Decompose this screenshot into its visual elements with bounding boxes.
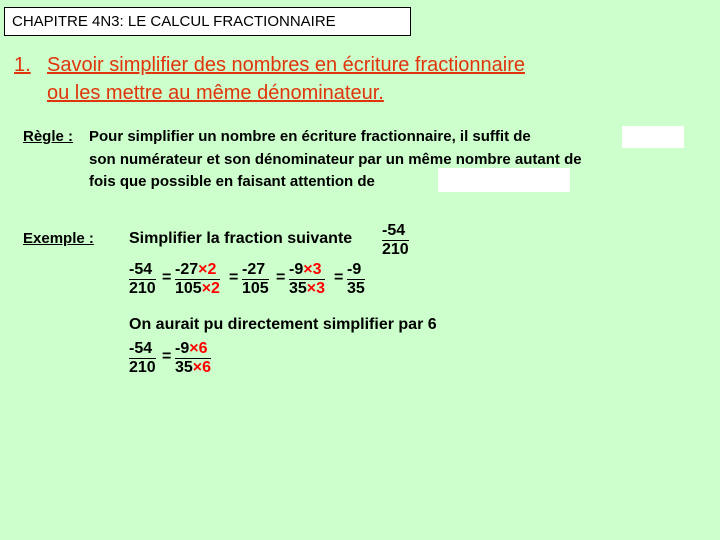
- chapter-title: CHAPITRE 4N3: LE CALCUL FRACTIONNAIRE: [4, 7, 411, 36]
- step5-numerator: -9: [347, 261, 362, 278]
- step2-numerator: -27×2: [175, 261, 217, 278]
- example-instruction: Simplifier la fraction suivante: [129, 230, 353, 247]
- equals-sign-2: =: [229, 269, 239, 286]
- fraction-denominator: 210: [382, 241, 409, 258]
- section-heading-line2: ou les mettre au même dénominateur.: [47, 82, 384, 104]
- step-fraction-2: [175, 261, 220, 298]
- step-fraction-5: [347, 261, 365, 298]
- direct2-numerator: -9×6: [175, 340, 208, 357]
- step-fraction-1: [129, 261, 156, 298]
- direct-fraction-1: [129, 340, 156, 377]
- example-fraction: [382, 222, 409, 259]
- equals-sign-1: =: [162, 269, 172, 286]
- equals-sign-5: =: [162, 348, 172, 365]
- section-heading-line1: Savoir simplifier des nombres en écriture fractionnaire: [47, 54, 525, 76]
- direct1-denominator: 210: [129, 359, 156, 376]
- section-number: 1.: [14, 54, 31, 76]
- hidden-word-box-2: [438, 168, 570, 192]
- rule-line1: Pour simplifier un nombre en écriture fractionnaire, il suffit de: [89, 128, 531, 145]
- step1-denominator: 210: [129, 280, 156, 297]
- fraction-numerator: -54: [382, 222, 406, 239]
- rule-line3: fois que possible en faisant attention de: [89, 173, 375, 190]
- direct2-denominator: 35×6: [175, 359, 212, 376]
- equals-sign-4: =: [334, 269, 344, 286]
- step4-numerator: -9×3: [289, 261, 322, 278]
- direct1-numerator: -54: [129, 340, 153, 357]
- step1-numerator: -54: [129, 261, 153, 278]
- step3-denominator: 105: [242, 280, 269, 297]
- step3-numerator: -27: [242, 261, 266, 278]
- rule-label: Règle :: [23, 128, 74, 145]
- step-fraction-3: [242, 261, 269, 298]
- rule-line2: son numérateur et son dénominateur par un même nombre autant de: [89, 151, 582, 168]
- hidden-word-box-1: [622, 126, 684, 148]
- step-fraction-4: [289, 261, 325, 298]
- direct-fraction-2: [175, 340, 211, 377]
- step5-denominator: 35: [347, 280, 365, 297]
- direct-simplification-text: On aurait pu directement simplifier par 6: [129, 316, 437, 333]
- step2-denominator: 105×2: [175, 280, 220, 297]
- example-label: Exemple :: [23, 230, 94, 247]
- equals-sign-3: =: [276, 269, 286, 286]
- step4-denominator: 35×3: [289, 280, 326, 297]
